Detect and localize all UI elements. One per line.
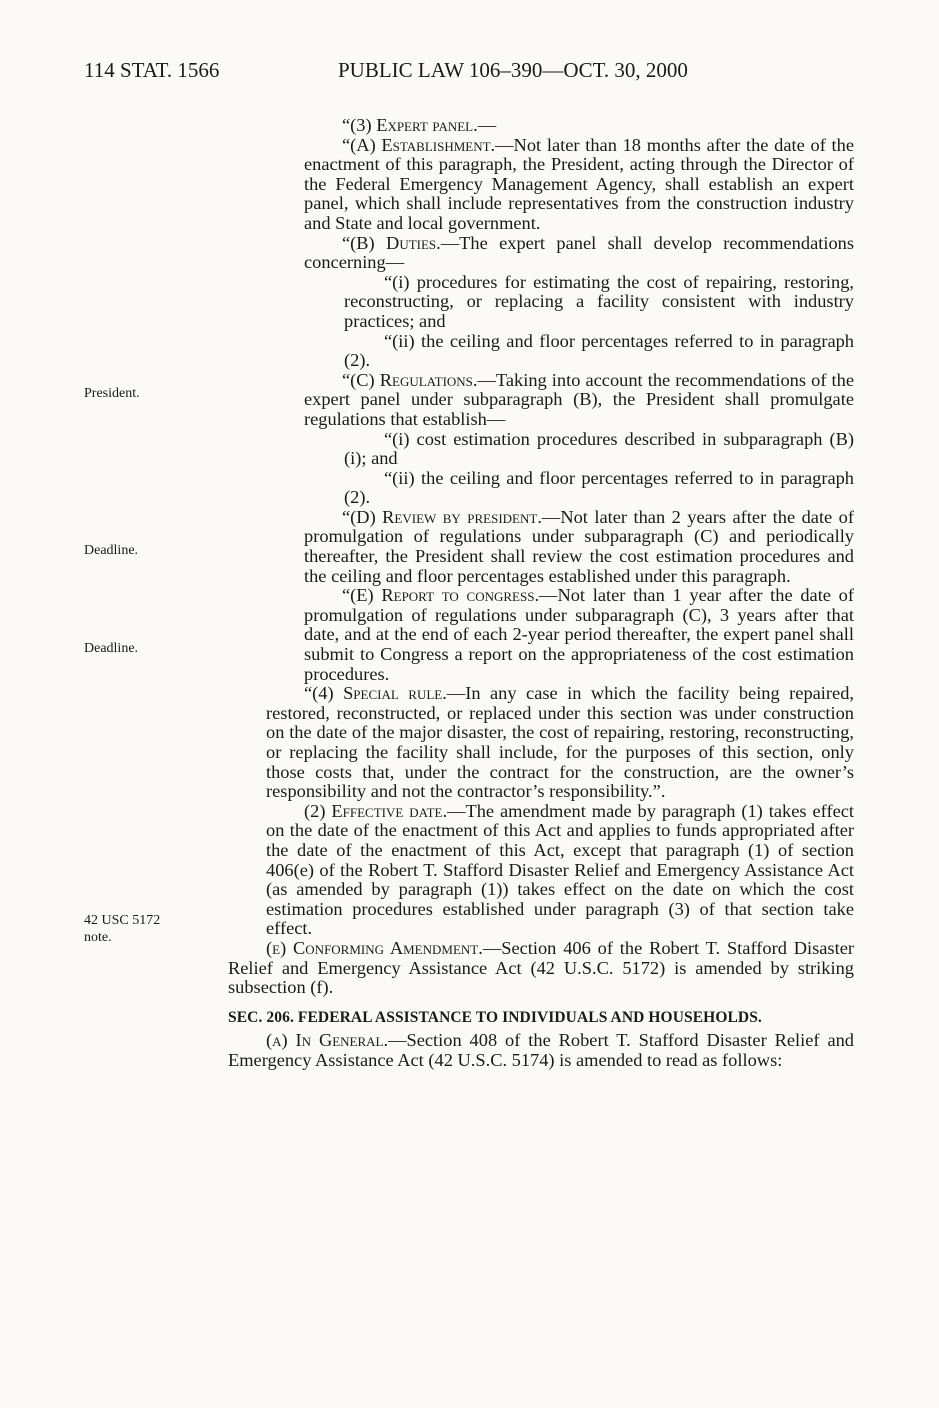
margin-note-deadline: Deadline. — [84, 543, 139, 558]
clause-c-i: “(i) cost estimation procedures described in subparagraph (B)(i); and — [344, 428, 854, 469]
margin-note-deadline: Deadline. — [84, 641, 139, 656]
subparagraph-b: “(B) Duties.—The expert panel shall develop recommendations concerning— — [304, 232, 854, 273]
body-text — [228, 116, 854, 1071]
margin-note-usc-line2: note. — [84, 930, 112, 945]
stat-page-number: 114 STAT. 1566 — [84, 58, 220, 82]
subparagraph-d: “(D) Review by president.—Not later than 2 years after the date of promulgation of regulations under subparagraph (C) and periodically thereafter, the President shall review the cost estimation procedures and the ceiling and floor percentages established under this paragraph. — [304, 506, 854, 586]
paragraph-2: (2) Effective date.—The amendment made by paragraph (1) takes effect on the date of the enactment of this Act and applies to funds appropriated after the date of the enactment of this Act, except that paragraph (1) of section 406(e) of the Robert T. Stafford Disaster Relief and Emergency Assistance Act (as amended by paragraph (1)) takes effect on the date on which the cost estimation procedures established under paragraph (3) of that section take effect. — [266, 800, 855, 939]
clause-b-ii: “(ii) the ceiling and floor percentages referred to in paragraph (2). — [344, 330, 854, 371]
margin-note-usc — [84, 912, 214, 946]
margin-note-president: President. — [84, 386, 140, 401]
margin-note-usc-line1: 42 USC 5172 — [84, 913, 161, 928]
law-title: PUBLIC LAW 106–390—OCT. 30, 2000 — [338, 58, 688, 82]
subparagraph-e: “(E) Report to congress.—Not later than 1 year after the date of promulgation of regulations under subparagraph (C), 3 years after that date, and at the end of each 2-year period thereafter, the expert panel shall submit to Congress a report on the appropriateness of the cost estimation procedures. — [304, 585, 854, 684]
subparagraph-a: “(A) Establishment.—Not later than 18 months after the date of the enactment of this paragraph, the President, acting through the Director of the Federal Emergency Management Agency, shall establish an expert panel, which shall include representatives from the construction industry and State and local government. — [304, 134, 854, 233]
subsection-a: (a) In General.—Section 408 of the Robert T. Stafford Disaster Relief and Emergency Assistance Act (42 U.S.C. 5174) is amended to read as follows: — [228, 1030, 854, 1070]
paragraph-3-heading: “(3) Expert panel.— — [342, 115, 497, 135]
paragraph-4: “(4) Special rule.—In any case in which the facility being repaired, restored, reconstructed, or replaced under this section was under construction on the date of the major disaster, the cost of repairing, restoring, reconstructing, or replacing the facility shall include, for the purposes of this section, only those costs that, under the contract for the construction, are the owner’s responsibility and not the contractor’s responsibility.”. — [266, 683, 854, 802]
subsection-e: (e) Conforming Amendment.—Section 406 of the Robert T. Stafford Disaster Relief and Emergency Assistance Act (42 U.S.C. 5172) is amended by striking subsection (f). — [228, 937, 854, 998]
section-heading: SEC. 206. FEDERAL ASSISTANCE TO INDIVIDUALS AND HOUSEHOLDS. — [228, 1008, 762, 1026]
clause-c-ii: “(ii) the ceiling and floor percentages referred to in paragraph (2). — [344, 467, 854, 508]
clause-b-i: “(i) procedures for estimating the cost of repairing, restoring, reconstructing, or replacing a facility consistent with industry practices; and — [344, 271, 854, 331]
subparagraph-c: “(C) Regulations.—Taking into account the recommendations of the expert panel under subparagraph (B), the President shall promulgate regulations that establish— — [304, 369, 854, 429]
